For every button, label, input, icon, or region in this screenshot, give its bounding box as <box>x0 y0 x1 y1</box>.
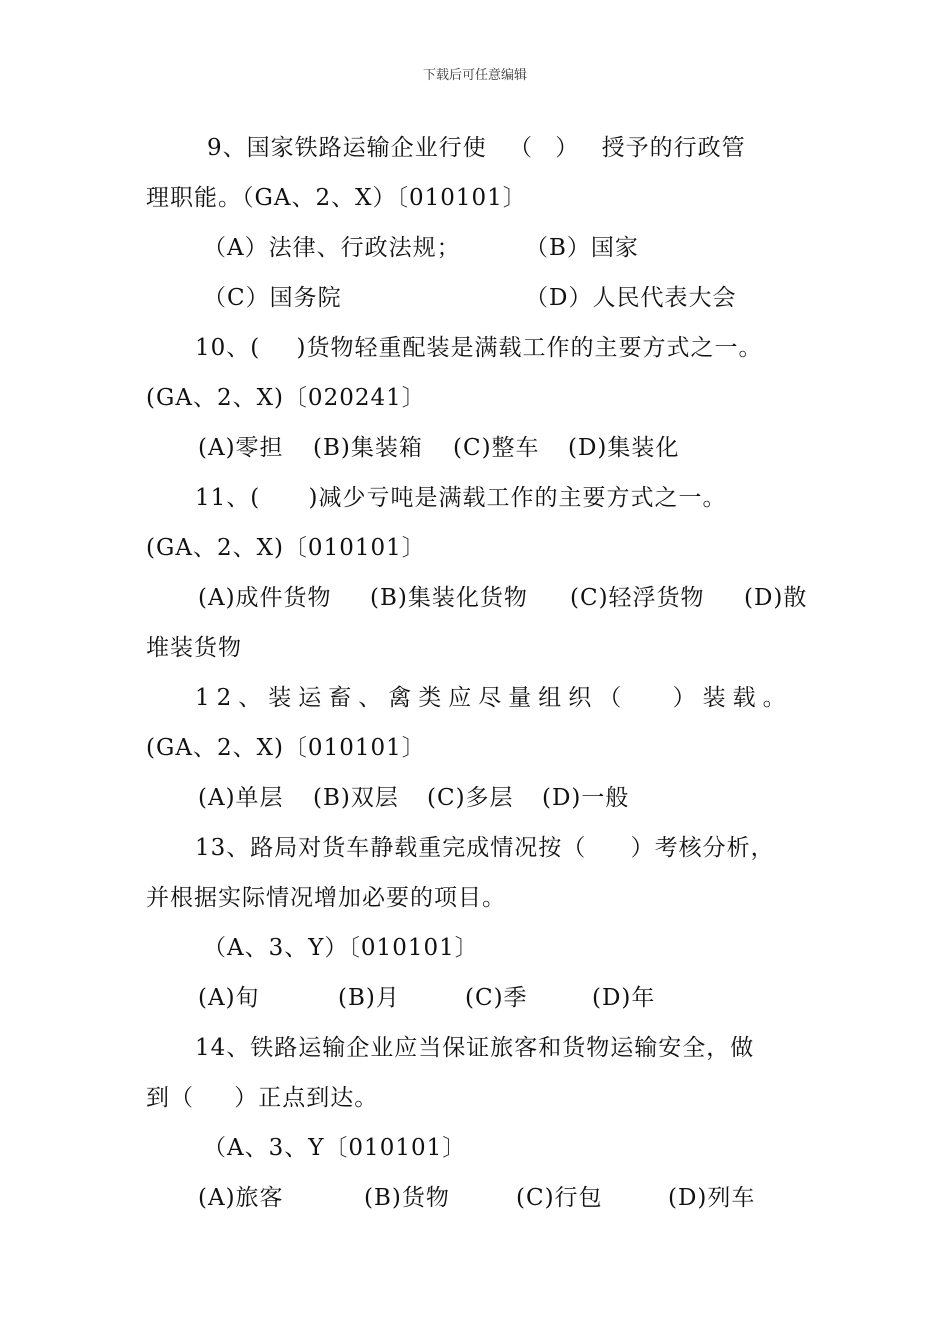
question-12-stem-text: 12、装运畜、禽类应尽量组织（ ）装载。 <box>195 685 793 711</box>
option-b: (B)货物 <box>364 1185 450 1211</box>
option-a: (A)旅客 <box>198 1185 284 1211</box>
option-c: (C)轻浮货物 <box>570 585 705 611</box>
question-11-source: (GA、2、X)〔010101〕 <box>146 535 426 561</box>
option-d: （D）人民代表大会 <box>525 285 737 311</box>
option-b: (B)集装箱 <box>313 435 423 461</box>
option-b: (B)集装化货物 <box>370 585 528 611</box>
option-b: (B)双层 <box>313 785 399 811</box>
option-d: (D)列车 <box>668 1185 756 1211</box>
option-d: (D)集装化 <box>568 435 680 461</box>
option-a: （A）法律、行政法规； <box>203 235 461 261</box>
option-c: (C)行包 <box>516 1185 603 1211</box>
option-a: (A)零担 <box>198 435 284 461</box>
option-a: (A)旬 <box>198 985 260 1011</box>
page-header: 下载后可任意编辑 <box>422 68 527 83</box>
option-a: (A)单层 <box>198 785 284 811</box>
option-a: (A)成件货物 <box>198 585 332 611</box>
option-c: （C）国务院 <box>203 285 342 311</box>
question-9-source: 理职能。（GA、2、X）〔010101〕 <box>146 185 527 211</box>
question-13-stem-text: 13、路局对货车静载重完成情况按（ ）考核分析， <box>195 835 775 861</box>
option-d-continued: 堆装货物 <box>146 635 242 661</box>
question-10-source: (GA、2、X)〔020241〕 <box>146 385 426 411</box>
question-14-source: （A、3、Y〔010101〕 <box>203 1135 467 1161</box>
question-11-stem-text: 11、( )减少亏吨是满载工作的主要方式之一。 <box>195 485 727 511</box>
question-12-source: (GA、2、X)〔010101〕 <box>146 735 426 761</box>
option-d: (D)年 <box>592 985 656 1011</box>
option-c: (C)季 <box>465 985 528 1011</box>
option-d: (D)一般 <box>542 785 630 811</box>
option-d: (D)散 <box>744 585 808 611</box>
question-13-source: （A、3、Y）〔010101〕 <box>203 935 479 961</box>
question-9-stem-text: 9、国家铁路运输企业行使 （ ） 授予的行政管 <box>207 135 746 161</box>
option-b: （B）国家 <box>525 235 639 261</box>
question-14-stem-continued: 到（ ）正点到达。 <box>146 1085 379 1111</box>
option-b: (B)月 <box>338 985 400 1011</box>
question-14-stem-text: 14、铁路运输企业应当保证旅客和货物运输安全，做 <box>195 1035 755 1061</box>
option-c: (C)整车 <box>453 435 540 461</box>
question-13-stem-continued: 并根据实际情况增加必要的项目。 <box>146 885 506 911</box>
option-c: (C)多层 <box>427 785 514 811</box>
question-10-stem-text: 10、( )货物轻重配装是满载工作的主要方式之一。 <box>195 335 763 361</box>
